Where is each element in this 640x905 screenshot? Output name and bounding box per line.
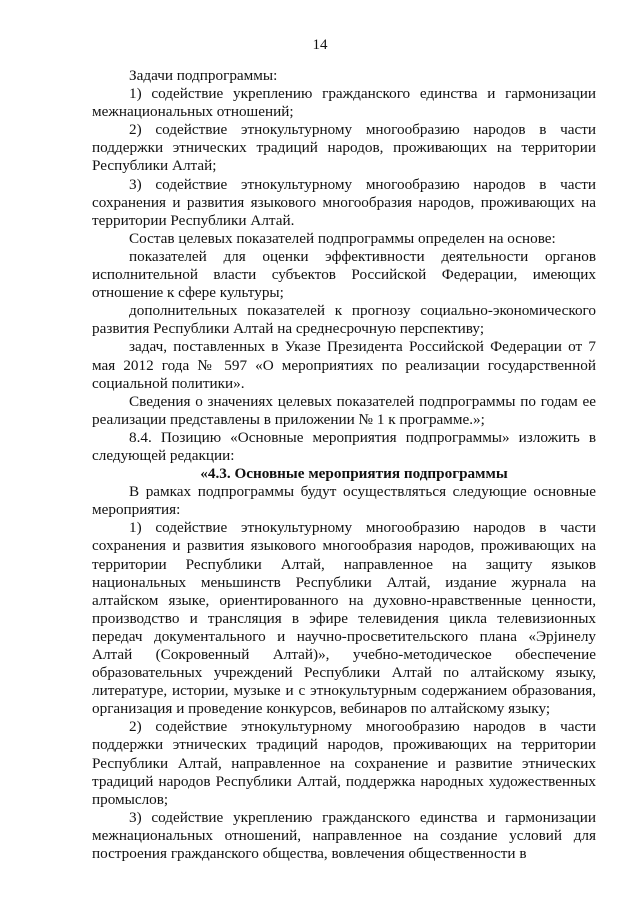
paragraph-task-3: 3) содействие этнокультурному многообразию народов в части сохранения и развития языкового многообразия народов, проживающих на территории Республики Алтай. xyxy=(92,175,596,229)
paragraph-activity-3: 3) содействие укреплению гражданского единства и гармонизации межнациональных отношений, направленное на создание условий для построения гражданского общества, вовлечения общественности в xyxy=(92,808,596,863)
paragraph-task-2: 2) содействие этнокультурному многообразию народов в части поддержки этнических традиций народов, проживающих на территории Республики Алтай; xyxy=(92,121,596,175)
document-body xyxy=(92,67,596,863)
paragraph-indicators-1: показателей для оценки эффективности деятельности органов исполнительной власти субъектов Российской Федерации, имеющих отношение к сфере культуры; xyxy=(92,247,596,302)
paragraph-indicators-3: задач, поставленных в Указе Президента Российской Федерации от 7 мая 2012 года № 597 «О мероприятиях по реализации государственной социальной политики». xyxy=(92,338,596,392)
paragraph-activity-1: 1) содействие этнокультурному многообразию народов в части сохранения и развития языкового многообразия народов, проживающих на территории Республики Алтай, направленное на защиту языков национальных меньшинств Республики Алтай, издание журнала на алтайском языке, ориентированного на духовно-нравственные ценности, производство и трансляция в эфире телевидения цикла телевизионных передач документального и научно-просветительского плана «Эрјинелу Алтай (Сокровенный Алтай)», учебно-методическое обеспечение образовательных учреждений Республики Алтай по алтайскому языку, литературе, истории, музыке и с этнокультурным содержанием образования, организация и проведение конкурсов, вебинаров по алтайскому языку; xyxy=(92,519,596,718)
paragraph-activity-2: 2) содействие этнокультурному многообразию народов в части поддержки этнических традиций народов, проживающих на территории Республики Алтай, направленное на сохранение и развитие этнических традиций народов Республики Алтай, поддержка народных художественных промыслов; xyxy=(92,718,596,808)
paragraph-amendment-8-4: 8.4. Позицию «Основные мероприятия подпрограммы» изложить в следующей редакции: xyxy=(92,428,596,464)
section-heading-4-3: «4.3. Основные мероприятия подпрограммы xyxy=(200,465,508,483)
paragraph-activities-intro: В рамках подпрограммы будут осуществляться следующие основные мероприятия: xyxy=(92,483,596,519)
paragraph-indicators-intro: Состав целевых показателей подпрограммы определен на основе: xyxy=(129,229,556,247)
paragraph-tasks-title: Задачи подпрограммы: xyxy=(129,67,278,84)
paragraph-indicators-appendix: Сведения о значениях целевых показателей подпрограммы по годам ее реализации представлены в приложении № 1 к программе.»; xyxy=(92,392,596,428)
page-number: 14 xyxy=(312,37,328,53)
paragraph-task-1: 1) содействие укреплению гражданского единства и гармонизации межнациональных отношений; xyxy=(92,85,596,121)
paragraph-indicators-2: дополнительных показателей к прогнозу социально-экономического развития Республики Алтай на среднесрочную перспективу; xyxy=(92,302,596,338)
